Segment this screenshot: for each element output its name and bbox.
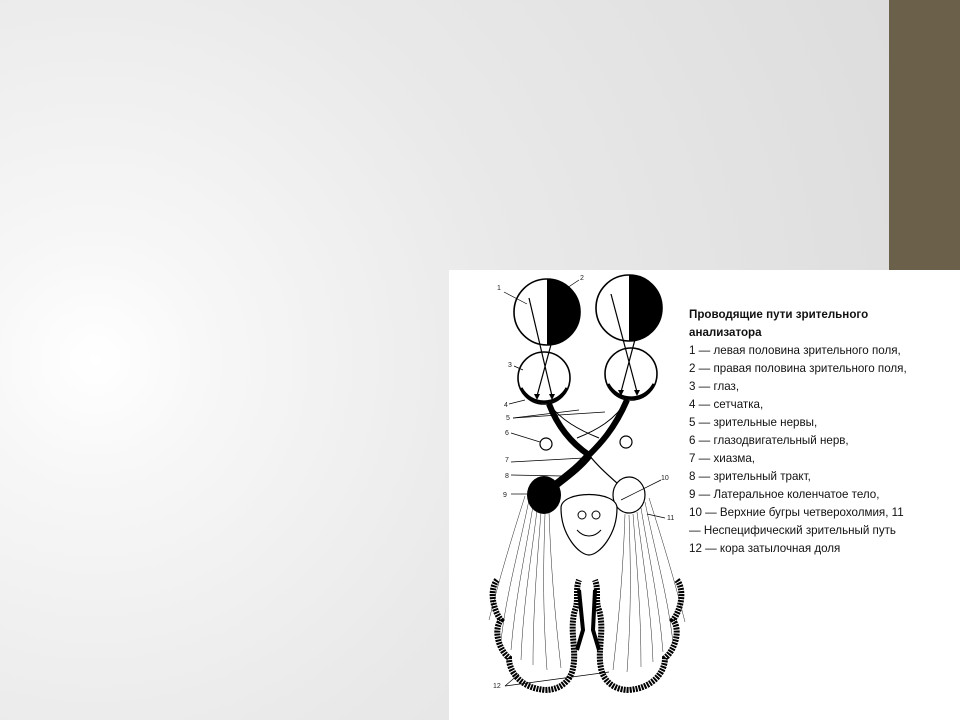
caption-item: — Неспецифический зрительный путь [689, 524, 896, 537]
caption-item: 3 — глаз, [689, 380, 740, 393]
diagram-label-6: 6 [505, 430, 509, 437]
diagram-label-10: 10 [661, 475, 669, 482]
diagram-label-3: 3 [508, 362, 512, 369]
caption-item: 12 — кора затылочная доля [689, 542, 841, 555]
caption-item: 7 — хиазма, [689, 452, 756, 465]
figure-panel [449, 270, 960, 720]
diagram-label-12: 12 [493, 683, 501, 690]
caption-item: 9 — Латеральное коленчатое тело, [689, 488, 880, 501]
caption-title-line-2: анализатора [689, 326, 762, 339]
lateral-geniculate-left [527, 476, 561, 514]
caption-item: 6 — глазодвигательный нерв, [689, 434, 849, 447]
diagram-label-11: 11 [667, 515, 675, 522]
diagram-label-7: 7 [505, 457, 509, 464]
midbrain [561, 495, 617, 556]
diagram-label-5: 5 [506, 415, 510, 422]
visual-field-right-eye [596, 275, 662, 341]
figure-caption [689, 306, 951, 558]
visual-pathway-diagram [449, 270, 689, 720]
caption-item: 10 — Верхние бугры четверохолмия, 11 [689, 506, 904, 519]
caption-item: 8 — зрительный тракт, [689, 470, 811, 483]
visual-field-left-eye [514, 279, 580, 345]
accent-bar [889, 0, 960, 270]
diagram-label-2: 2 [580, 275, 584, 282]
diagram-label-1: 1 [497, 285, 501, 292]
diagram-label-4: 4 [504, 402, 508, 409]
caption-item: 1 — левая половина зрительного поля, [689, 344, 901, 357]
caption-item: 4 — сетчатка, [689, 398, 764, 411]
caption-item: 5 — зрительные нервы, [689, 416, 818, 429]
diagram-label-8: 8 [505, 473, 509, 480]
diagram-label-9: 9 [503, 492, 507, 499]
caption-title-line-1: Проводящие пути зрительного [689, 308, 869, 321]
occipital-cortex-left [493, 580, 579, 690]
caption-item: 2 — правая половина зрительного поля, [689, 362, 907, 375]
occipital-cortex-right [595, 580, 681, 690]
